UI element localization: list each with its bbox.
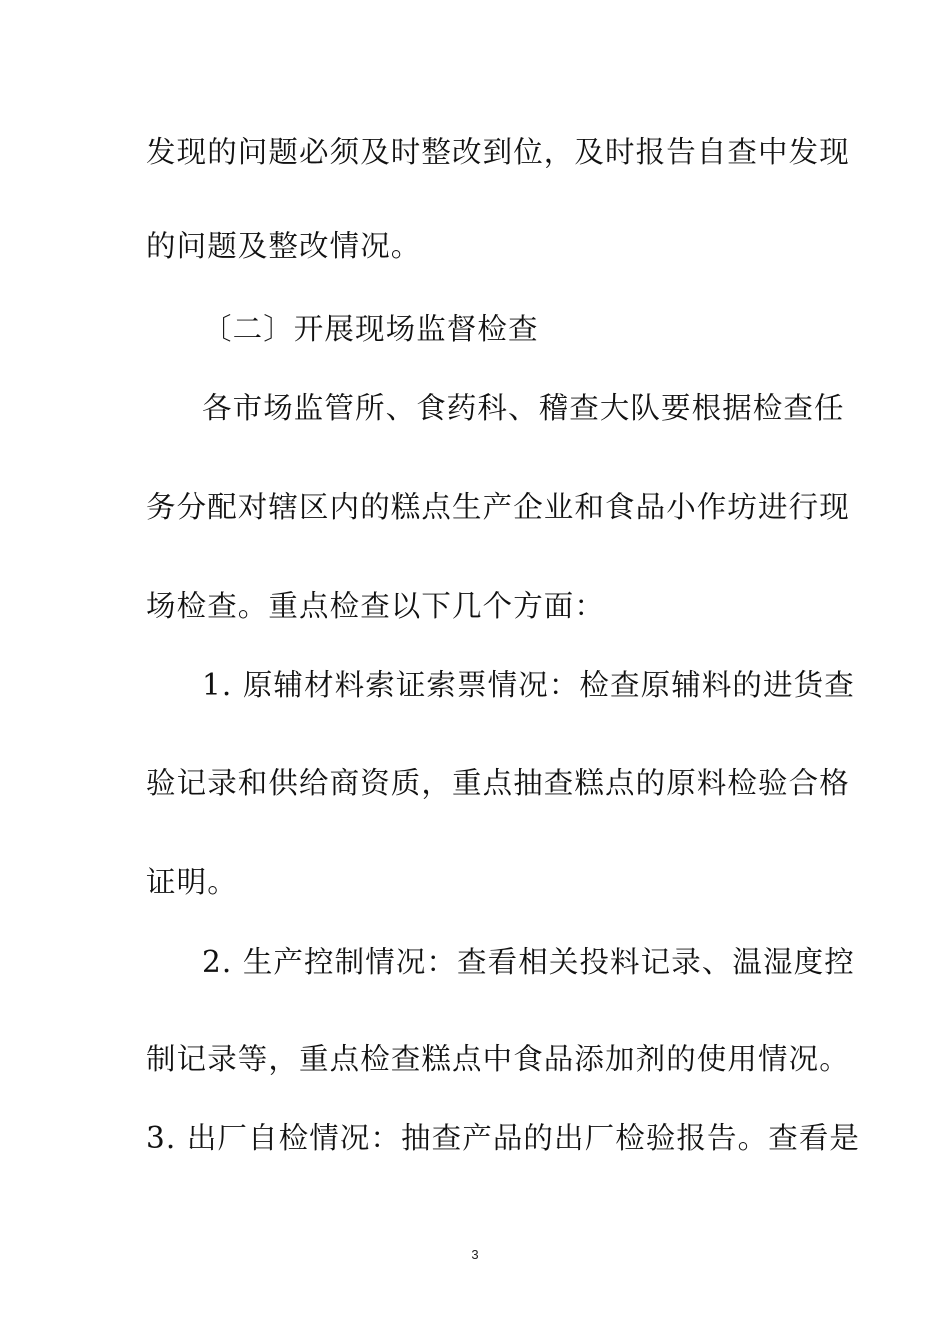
text-line-2: 的问题及整改情况。 [146, 229, 422, 263]
section-heading: 〔二〕开展现场监督检查 [202, 312, 539, 346]
text-line-4: 各市场监管所、食药科、稽查大队要根据检查任 [202, 391, 845, 425]
page-number: 3 [471, 1247, 479, 1262]
list-item-2-line-1: 2. 生产控制情况：查看相关投料记录、温湿度控 [202, 945, 855, 979]
text-line-5: 务分配对辖区内的糕点生产企业和食品小作坊进行现 [146, 490, 850, 524]
list-item-1-line-2: 验记录和供给商资质，重点抽查糕点的原料检验合格 [146, 766, 850, 800]
text-line-6: 场检查。重点检查以下几个方面： [146, 589, 606, 623]
list-item-1-line-3: 证明。 [146, 865, 238, 899]
list-item-3-line-1: 3. 出厂自检情况：抽查产品的出厂检验报告。查看是 [146, 1121, 861, 1155]
text-line-1: 发现的问题必须及时整改到位，及时报告自查中发现 [146, 135, 850, 169]
list-item-2-line-2: 制记录等，重点检查糕点中食品添加剂的使用情况。 [146, 1042, 850, 1076]
list-item-1-line-1: 1. 原辅材料索证索票情况：检查原辅料的进货查 [202, 668, 855, 702]
